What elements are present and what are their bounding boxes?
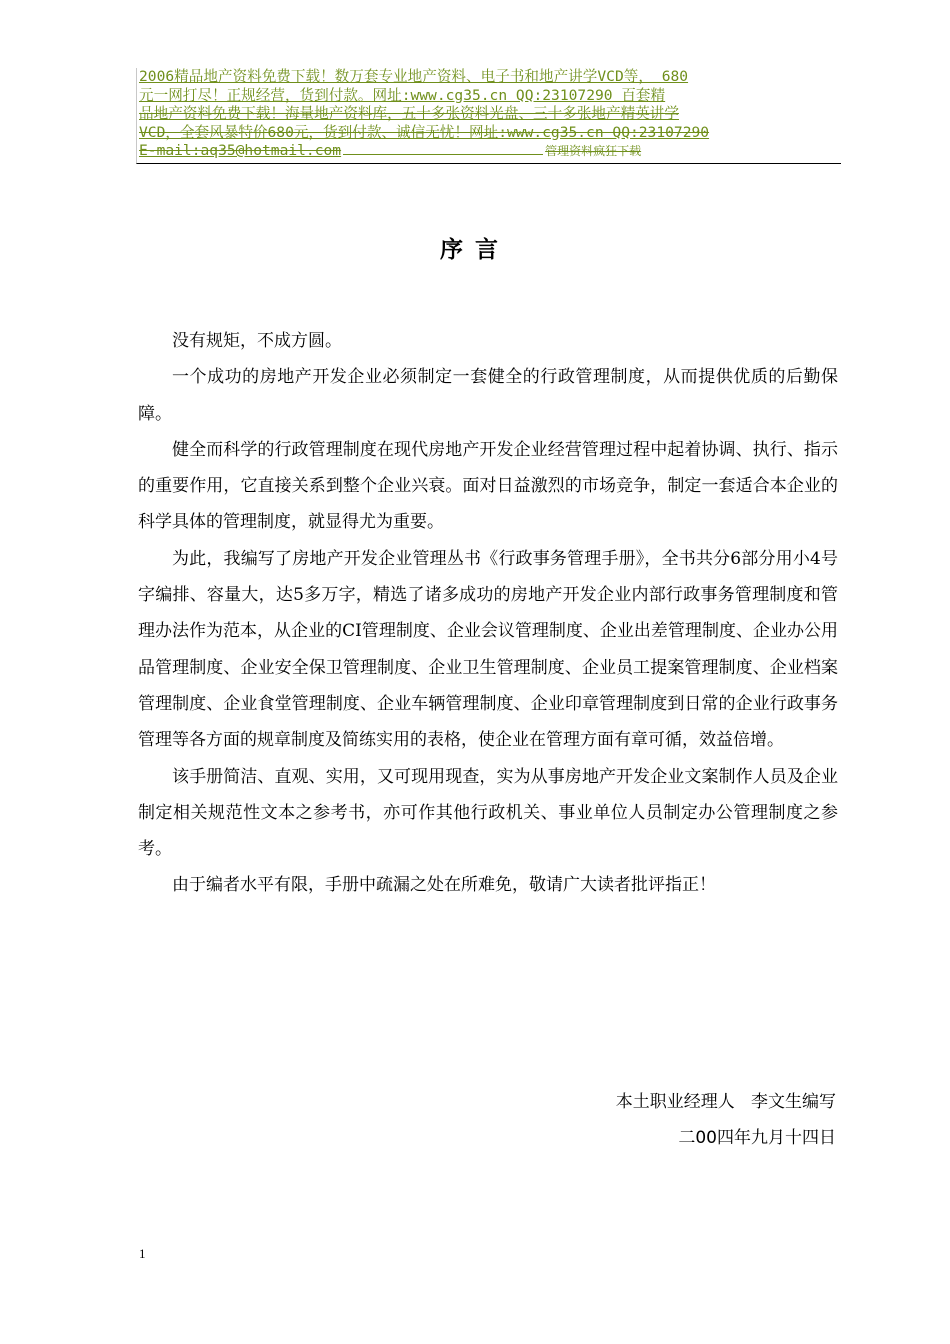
paragraph-6: 由于编者水平有限，手册中疏漏之处在所难免，敬请广大读者批评指正！ xyxy=(172,875,716,896)
page-title: 序言 xyxy=(440,237,510,263)
header-line-4[interactable]: VCD，全套风暴特价680元，货到付款、诚信无忧！网址:www.cg35.cn QQ:23107290 xyxy=(139,123,710,141)
download-link[interactable]: 管理资料疯狂下载 xyxy=(545,144,642,158)
email-link[interactable]: E-mail:aq35@hotmail.com xyxy=(139,142,342,159)
page-number: 1 xyxy=(139,1246,146,1261)
paragraph-3: 健全而科学的行政管理制度在现代房地产开发企业经营管理过程中起着协调、执行、指示的重要作用，它直接关系到整个企业兴衰。面对日益激烈的市场竞争，制定一套适合本企业的科学具体的管理制度，就显得尤为重要。 xyxy=(138,439,838,533)
strike-divider xyxy=(343,145,543,155)
paragraph-1: 没有规矩，不成方圆。 xyxy=(172,331,342,351)
signature-block xyxy=(616,1084,836,1156)
header-line-1[interactable]: 2006精品地产资料免费下载！数万套专业地产资料、电子书和地产讲学VCD等， 680 xyxy=(139,68,689,85)
header-line-3[interactable]: 品地产资料免费下载！海量地产资料库，五十多张资料光盘、三十多张地产精英讲学 xyxy=(139,105,679,122)
preface-body xyxy=(138,323,838,904)
date-line: 二00四年九月十四日 xyxy=(678,1128,836,1148)
paragraph-4: 为此，我编写了房地产开发企业管理丛书《行政事务管理手册》，全书共分6部分用小4号字编排、容量大，达5多万字，精选了诸多成功的房地产开发企业内部行政事务管理制度和管理办法作为范本，从企业的CI管理制度、企业会议管理制度、企业出差管理制度、企业办公用品管理制度、企业安全保卫管理制度、企业卫生管理制度、企业员工提案管理制度、企业档案管理制度、企业食堂管理制度、企业车辆管理制度、企业印章管理制度到日常的企业行政事务管理等各方面的规章制度及简练实用的表格，使企业在管理方面有章可循，效益倍增。 xyxy=(138,548,838,751)
paragraph-2: 一个成功的房地产开发企业必须制定一套健全的行政管理制度，从而提供优质的后勤保障。 xyxy=(138,367,838,424)
header-line-2[interactable]: 元一网打尽！正规经营，货到付款。网址:www.cg35.cn QQ:23107290 百套精 xyxy=(139,86,666,104)
author-line: 本土职业经理人 李文生编写 xyxy=(615,1092,836,1112)
header-line-5 xyxy=(139,142,841,161)
paragraph-5: 该手册简洁、直观、实用，又可现用现查，实为从事房地产开发企业文案制作人员及企业制定相关规范性文本之参考书，亦可作其他行政机关、事业单位人员制定办公管理制度之参考。 xyxy=(138,766,838,860)
header-advertisement xyxy=(136,68,841,164)
